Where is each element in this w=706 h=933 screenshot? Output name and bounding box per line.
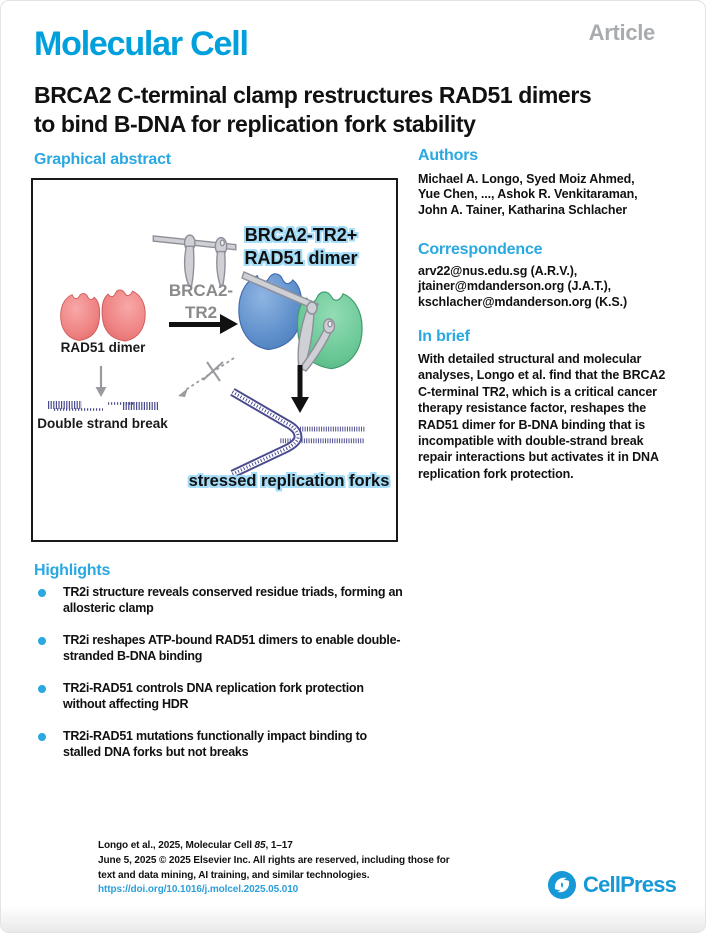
highlights-list [34, 585, 406, 777]
stressed-replication-forks-label: stressed replication forks [188, 472, 390, 490]
citation-prefix: Longo et al., 2025, Molecular Cell [98, 840, 255, 851]
copyright-line2: text and data mining, AI training, and similar technologies. [98, 869, 370, 881]
correspondence-email: arv22@nus.edu.sg (A.R.V.), [418, 264, 578, 278]
double-strand-break-dna [46, 400, 160, 414]
article-type-label: Article [588, 20, 655, 45]
citation-volume: 85 [254, 840, 266, 851]
dsb-pathway-arrow-icon [93, 366, 109, 398]
brca2-tr2-label-line1: BRCA2- [168, 281, 234, 300]
product-label-line1: BRCA2-TR2+ [244, 225, 358, 245]
in-brief-heading: In brief [418, 328, 470, 345]
brca2-tr2-clamp-icon [151, 222, 239, 288]
correspondence-emails [418, 264, 680, 310]
authors-heading: Authors [418, 147, 478, 164]
correspondence-email: kschlacher@mdanderson.org (K.S.) [418, 294, 628, 309]
doi-link[interactable]: https://doi.org/10.1016/j.molcel.2025.05.010 [98, 884, 299, 896]
authors-line: Michael A. Longo, Syed Moiz Ahmed, [418, 172, 635, 186]
authors-line: John A. Tainer, Katharina Schlacher [418, 202, 628, 217]
bullet-icon [38, 589, 46, 597]
bullet-icon [38, 733, 46, 741]
graphical-abstract-figure [31, 178, 398, 542]
cellpress-mark-icon [547, 870, 577, 900]
highlights-heading: Highlights [34, 562, 111, 579]
highlight-item [34, 585, 406, 616]
double-strand-break-label: Double strand break [37, 416, 168, 431]
bullet-icon [38, 685, 46, 693]
paper-title [34, 81, 591, 139]
highlight-text: TR2i-RAD51 controls DNA replication fork protection without affecting HDR [63, 681, 364, 711]
graphical-abstract-heading: Graphical abstract [34, 151, 171, 168]
highlight-item [34, 729, 406, 760]
bullet-icon [38, 637, 46, 645]
cellpress-logo [547, 870, 676, 900]
highlight-text: TR2i reshapes ATP-bound RAD51 dimers to enable double-stranded B-DNA binding [63, 633, 401, 663]
citation-suffix: , 1–17 [265, 840, 293, 851]
citation-block [98, 839, 450, 898]
product-label-line2: RAD51 dimer [244, 248, 358, 268]
journal-logo: Molecular Cell [34, 25, 248, 63]
citation-line [98, 839, 450, 854]
brca2-tr2-rad51-dimer-illustration [236, 264, 366, 372]
paper-title-line2: to bind B-DNA for replication fork stability [34, 111, 476, 137]
brca2-tr2-label-line2: TR2 [184, 303, 218, 322]
highlight-item [34, 633, 406, 664]
authors-line: Yue Chen, ..., Ashok R. Venkitaraman, [418, 187, 638, 202]
rad51-dimer-illustration [57, 284, 149, 346]
highlight-text: TR2i structure reveals conserved residue triads, forming an allosteric clamp [63, 585, 403, 615]
replication-fork-dna [229, 386, 367, 478]
rad51-dimer-label: RAD51 dimer [60, 340, 146, 355]
highlight-item [34, 681, 406, 712]
page-bottom-edge [1, 906, 705, 932]
paper-title-line1: BRCA2 C-terminal clamp restructures RAD51 dimers [34, 82, 592, 108]
authors-list [418, 172, 680, 218]
reaction-arrow-icon [169, 313, 239, 335]
highlight-text: TR2i-RAD51 mutations functionally impact binding to stalled DNA forks but not breaks [63, 729, 367, 759]
in-brief-text: With detailed structural and molecular analyses, Longo et al. find that the BRCA2 C-terminal TR2, which is a critical cancer therapy resistance factor, reshapes the RAD51 dimer for B-DNA binding that is incompatible with double-strand break repair interactions but activates it in DNA replication fork protection. [418, 352, 666, 481]
correspondence-email: jtainer@mdanderson.org (J.A.T.), [418, 279, 612, 294]
copyright-line1: June 5, 2025 © 2025 Elsevier Inc. All rights are reserved, including those for [98, 854, 450, 866]
cellpress-wordmark: CellPress [583, 872, 677, 897]
correspondence-heading: Correspondence [418, 241, 543, 258]
